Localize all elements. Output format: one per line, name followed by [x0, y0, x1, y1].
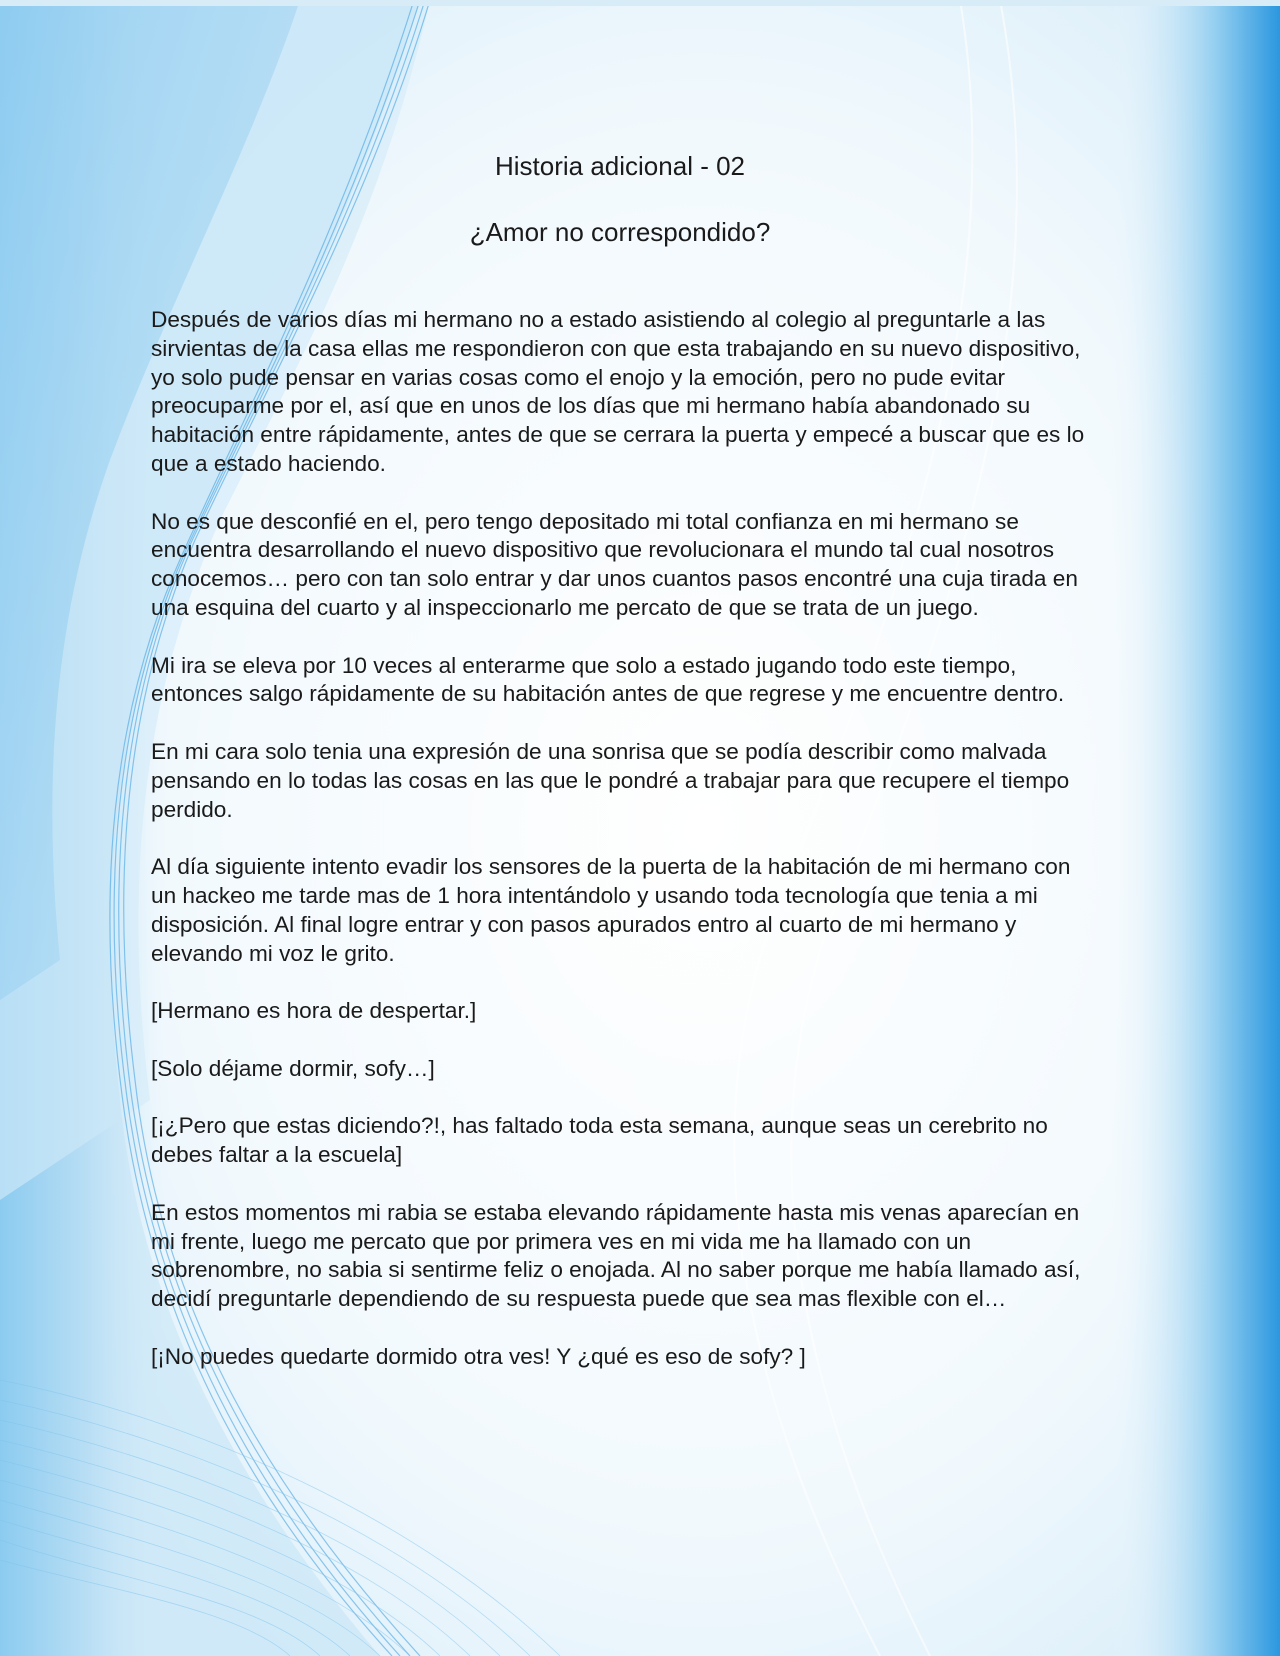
paragraph: Mi ira se eleva por 10 veces al enterarme que solo a estado jugando todo este tiempo, entonces salgo rápidamente de su habitación antes de que regrese y me encuentre dentro. [151, 652, 1065, 707]
dialogue-line: [¡¿Pero que estas diciendo?!, has faltado toda esta semana, aunque seas un cerebrito no debes faltar a la escuela] [151, 1113, 1048, 1168]
paragraph: Después de varios días mi hermano no a estado asistiendo al colegio al preguntarle a las sirvientas de la casa ellas me respondieron con que esta trabajando en su nuevo dispositivo, yo solo pude pensar en varias cosas como el enojo y la emoción, pero no pude evitar preocuparme por el, así que en unos de los días que mi hermano había abandonado su habitación entre rápidamente, antes de que se cerrara la puerta y empecé a buscar que es lo que a estado haciendo. [151, 307, 1085, 476]
dialogue-line: [¡No puedes quedarte dormido otra ves! Y ¿qué es eso de sofy? ] [151, 1343, 806, 1369]
paragraph: En estos momentos mi rabia se estaba elevando rápidamente hasta mis venas aparecían en mi frente, luego me percato que por primera ves en mi vida me ha llamado con un sobrenombre, no sabia si sentirme feliz o enojada. Al no saber porque me había llamado así, decidí preguntarle dependiendo de su respuesta puede que sea mas flexible con el… [151, 1199, 1081, 1312]
dialogue-line: [Solo déjame dormir, sofy…] [151, 1055, 435, 1081]
document-title: Historia adicional - 02 [494, 151, 745, 181]
document-subtitle: ¿Amor no correspondido? [469, 217, 771, 247]
document-body [151, 306, 1091, 1400]
paragraph: En mi cara solo tenia una expresión de una sonrisa que se podía describir como malvada pensando en lo todas las cosas en las que le pondré a trabajar para que recupere el tiempo perdido. [151, 738, 1070, 822]
paragraph: No es que desconfié en el, pero tengo depositado mi total confianza en mi hermano se encuentra desarrollando el nuevo dispositivo que revolucionara el mundo tal cual nosotros conocemos… pero con tan solo entrar y dar unos cuantos pasos encontré una cuja tirada en una esquina del cuarto y al inspeccionarlo me percato de que se trata de un juego. [151, 508, 1078, 620]
paragraph: Al día siguiente intento evadir los sensores de la puerta de la habitación de mi hermano con un hackeo me tarde mas de 1 hora intentándolo y usando toda tecnología que tenia a mi disposición. Al final logre entrar y con pasos apurados entro al cuarto de mi hermano y elevando mi voz le grito. [151, 854, 1071, 966]
dialogue-line: [Hermano es hora de despertar.] [151, 998, 477, 1024]
